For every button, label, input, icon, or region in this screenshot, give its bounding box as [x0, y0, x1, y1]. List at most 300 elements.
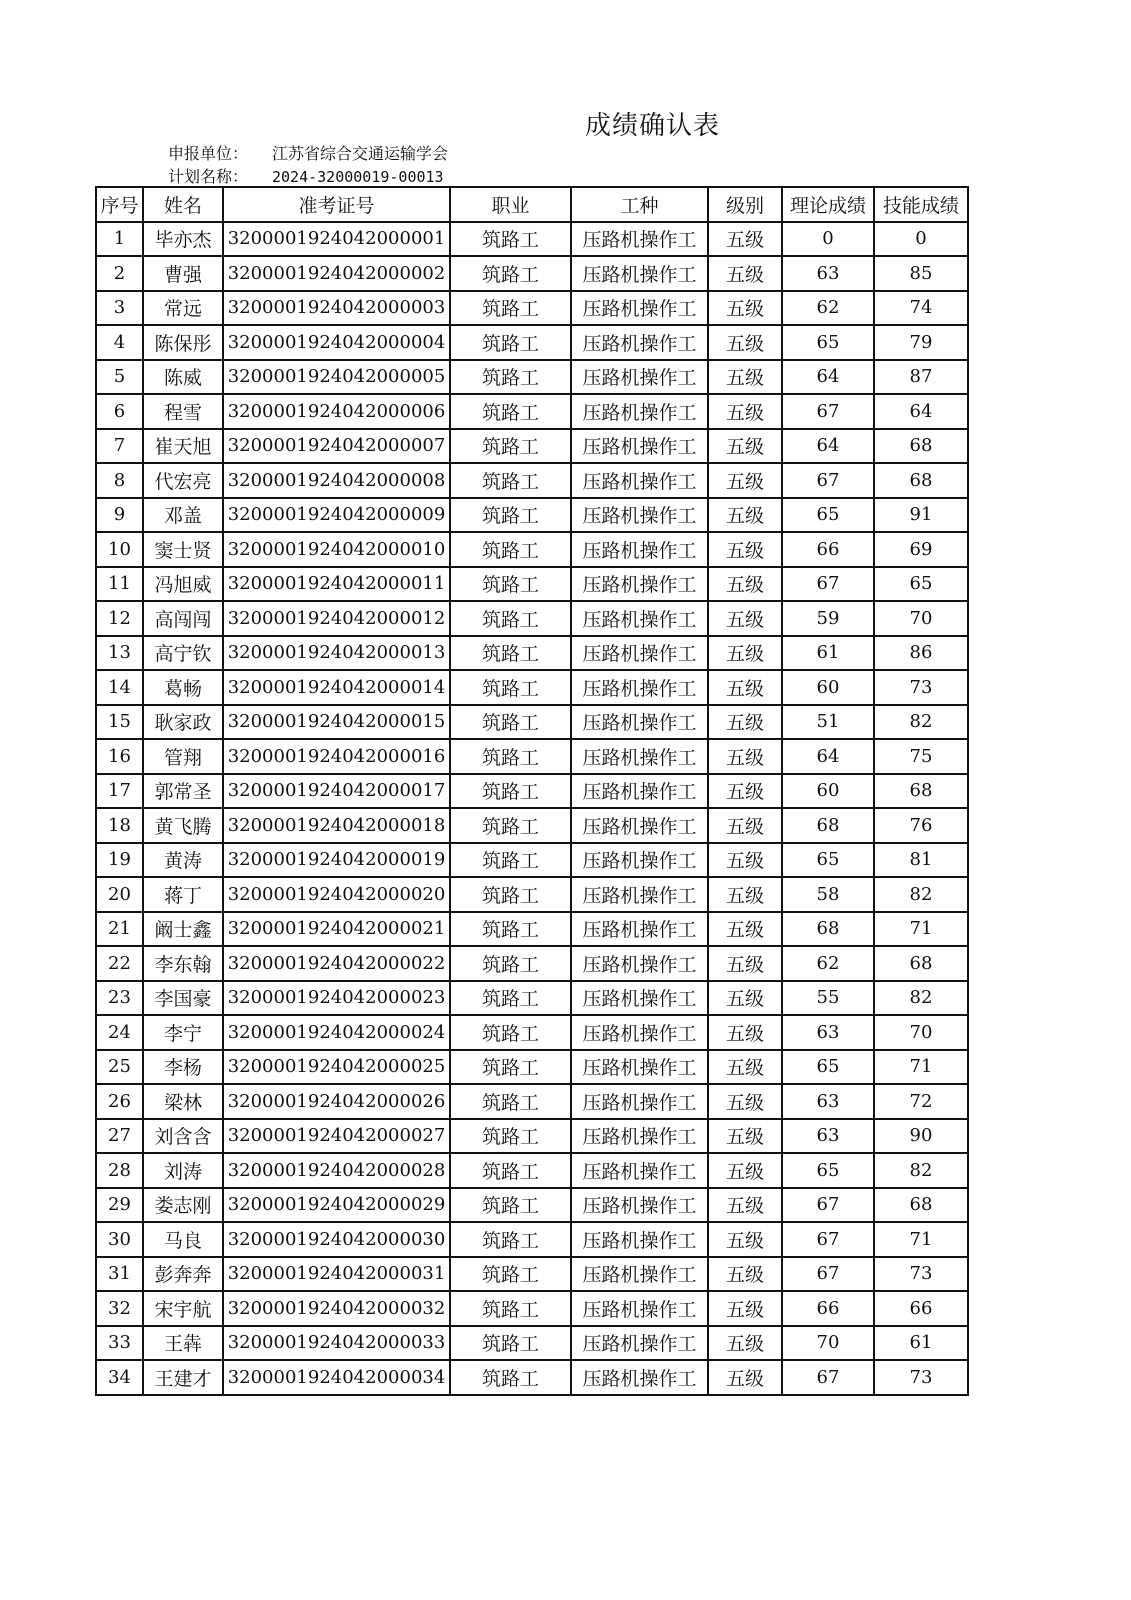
cell-index: 34 [96, 1360, 143, 1395]
cell-name: 彭奔奔 [143, 1257, 223, 1292]
cell-index: 9 [96, 498, 143, 533]
cell-occupation: 筑路工 [450, 705, 571, 740]
cell-index: 33 [96, 1326, 143, 1361]
cell-level: 五级 [708, 739, 782, 774]
cell-occupation: 筑路工 [450, 222, 571, 257]
cell-occupation: 筑路工 [450, 946, 571, 981]
table-row [96, 256, 968, 291]
cell-occupation: 筑路工 [450, 601, 571, 636]
cell-level: 五级 [708, 1153, 782, 1188]
cell-theory-score: 66 [782, 532, 874, 567]
cell-job-type: 压路机操作工 [571, 1084, 708, 1119]
table-row [96, 532, 968, 567]
cell-job-type: 压路机操作工 [571, 325, 708, 360]
cell-skill-score: 69 [874, 532, 968, 567]
cell-occupation: 筑路工 [450, 877, 571, 912]
cell-theory-score: 64 [782, 429, 874, 464]
cell-job-type: 压路机操作工 [571, 463, 708, 498]
cell-exam-id: 3200001924042000010 [223, 532, 450, 567]
cell-level: 五级 [708, 360, 782, 395]
cell-theory-score: 67 [782, 394, 874, 429]
cell-theory-score: 61 [782, 636, 874, 671]
cell-index: 5 [96, 360, 143, 395]
cell-theory-score: 65 [782, 843, 874, 878]
cell-level: 五级 [708, 601, 782, 636]
cell-job-type: 压路机操作工 [571, 1291, 708, 1326]
cell-level: 五级 [708, 498, 782, 533]
table-row [96, 567, 968, 602]
cell-name: 曹强 [143, 256, 223, 291]
table-row [96, 394, 968, 429]
cell-exam-id: 3200001924042000018 [223, 808, 450, 843]
cell-index: 16 [96, 739, 143, 774]
cell-occupation: 筑路工 [450, 1153, 571, 1188]
cell-theory-score: 51 [782, 705, 874, 740]
cell-index: 6 [96, 394, 143, 429]
cell-skill-score: 71 [874, 1222, 968, 1257]
table-row [96, 946, 968, 981]
cell-name: 梁林 [143, 1084, 223, 1119]
cell-occupation: 筑路工 [450, 843, 571, 878]
cell-skill-score: 61 [874, 1326, 968, 1361]
cell-name: 耿家政 [143, 705, 223, 740]
cell-level: 五级 [708, 1119, 782, 1154]
cell-index: 10 [96, 532, 143, 567]
cell-level: 五级 [708, 981, 782, 1016]
table-row [96, 360, 968, 395]
cell-level: 五级 [708, 670, 782, 705]
cell-level: 五级 [708, 256, 782, 291]
cell-occupation: 筑路工 [450, 498, 571, 533]
cell-index: 20 [96, 877, 143, 912]
cell-index: 29 [96, 1188, 143, 1223]
cell-exam-id: 3200001924042000001 [223, 222, 450, 257]
cell-job-type: 压路机操作工 [571, 1015, 708, 1050]
cell-skill-score: 82 [874, 877, 968, 912]
cell-level: 五级 [708, 1188, 782, 1223]
table-row [96, 739, 968, 774]
cell-skill-score: 82 [874, 981, 968, 1016]
cell-level: 五级 [708, 222, 782, 257]
cell-index: 4 [96, 325, 143, 360]
cell-skill-score: 65 [874, 567, 968, 602]
cell-name: 毕亦杰 [143, 222, 223, 257]
cell-skill-score: 70 [874, 601, 968, 636]
cell-level: 五级 [708, 463, 782, 498]
table-row [96, 291, 968, 326]
cell-level: 五级 [708, 705, 782, 740]
cell-name: 宋宇航 [143, 1291, 223, 1326]
cell-level: 五级 [708, 291, 782, 326]
cell-index: 28 [96, 1153, 143, 1188]
cell-job-type: 压路机操作工 [571, 222, 708, 257]
cell-exam-id: 3200001924042000034 [223, 1360, 450, 1395]
cell-skill-score: 72 [874, 1084, 968, 1119]
table-row [96, 1326, 968, 1361]
cell-index: 17 [96, 774, 143, 809]
cell-exam-id: 3200001924042000029 [223, 1188, 450, 1223]
cell-index: 1 [96, 222, 143, 257]
cell-skill-score: 68 [874, 774, 968, 809]
cell-level: 五级 [708, 912, 782, 947]
cell-exam-id: 3200001924042000012 [223, 601, 450, 636]
cell-index: 25 [96, 1050, 143, 1085]
table-row [96, 1291, 968, 1326]
cell-index: 7 [96, 429, 143, 464]
table-row [96, 877, 968, 912]
cell-occupation: 筑路工 [450, 739, 571, 774]
cell-occupation: 筑路工 [450, 1291, 571, 1326]
cell-occupation: 筑路工 [450, 912, 571, 947]
cell-index: 3 [96, 291, 143, 326]
cell-name: 马良 [143, 1222, 223, 1257]
score-table [95, 186, 969, 1396]
cell-job-type: 压路机操作工 [571, 912, 708, 947]
cell-name: 刘涛 [143, 1153, 223, 1188]
cell-skill-score: 82 [874, 1153, 968, 1188]
cell-exam-id: 3200001924042000002 [223, 256, 450, 291]
cell-name: 窦士贤 [143, 532, 223, 567]
cell-job-type: 压路机操作工 [571, 877, 708, 912]
col-header-job-type: 工种 [571, 187, 708, 222]
cell-exam-id: 3200001924042000014 [223, 670, 450, 705]
cell-job-type: 压路机操作工 [571, 1119, 708, 1154]
cell-skill-score: 91 [874, 498, 968, 533]
cell-skill-score: 68 [874, 463, 968, 498]
cell-occupation: 筑路工 [450, 360, 571, 395]
cell-theory-score: 66 [782, 1291, 874, 1326]
col-header-skill-score: 技能成绩 [874, 187, 968, 222]
cell-exam-id: 3200001924042000005 [223, 360, 450, 395]
cell-job-type: 压路机操作工 [571, 256, 708, 291]
cell-theory-score: 67 [782, 1360, 874, 1395]
cell-skill-score: 81 [874, 843, 968, 878]
cell-occupation: 筑路工 [450, 429, 571, 464]
cell-exam-id: 3200001924042000025 [223, 1050, 450, 1085]
cell-index: 12 [96, 601, 143, 636]
col-header-index: 序号 [96, 187, 143, 222]
cell-exam-id: 3200001924042000030 [223, 1222, 450, 1257]
table-row [96, 1153, 968, 1188]
cell-skill-score: 68 [874, 1188, 968, 1223]
cell-skill-score: 66 [874, 1291, 968, 1326]
cell-job-type: 压路机操作工 [571, 670, 708, 705]
cell-level: 五级 [708, 1222, 782, 1257]
cell-theory-score: 70 [782, 1326, 874, 1361]
cell-theory-score: 68 [782, 912, 874, 947]
cell-job-type: 压路机操作工 [571, 532, 708, 567]
cell-job-type: 压路机操作工 [571, 739, 708, 774]
col-header-name: 姓名 [143, 187, 223, 222]
cell-job-type: 压路机操作工 [571, 360, 708, 395]
cell-index: 27 [96, 1119, 143, 1154]
cell-exam-id: 3200001924042000032 [223, 1291, 450, 1326]
cell-skill-score: 73 [874, 1257, 968, 1292]
cell-name: 冯旭威 [143, 567, 223, 602]
cell-level: 五级 [708, 567, 782, 602]
cell-name: 娄志刚 [143, 1188, 223, 1223]
cell-skill-score: 85 [874, 256, 968, 291]
cell-name: 陈威 [143, 360, 223, 395]
cell-name: 管翔 [143, 739, 223, 774]
cell-skill-score: 68 [874, 946, 968, 981]
col-header-theory-score: 理论成绩 [782, 187, 874, 222]
cell-exam-id: 3200001924042000003 [223, 291, 450, 326]
table-row [96, 1257, 968, 1292]
table-row [96, 705, 968, 740]
cell-index: 14 [96, 670, 143, 705]
cell-level: 五级 [708, 808, 782, 843]
cell-job-type: 压路机操作工 [571, 946, 708, 981]
cell-name: 崔天旭 [143, 429, 223, 464]
table-row [96, 498, 968, 533]
cell-level: 五级 [708, 1084, 782, 1119]
cell-theory-score: 0 [782, 222, 874, 257]
cell-index: 2 [96, 256, 143, 291]
cell-job-type: 压路机操作工 [571, 498, 708, 533]
cell-level: 五级 [708, 1326, 782, 1361]
cell-job-type: 压路机操作工 [571, 808, 708, 843]
cell-job-type: 压路机操作工 [571, 1050, 708, 1085]
cell-exam-id: 3200001924042000019 [223, 843, 450, 878]
header-row [96, 187, 968, 222]
cell-theory-score: 63 [782, 1015, 874, 1050]
cell-job-type: 压路机操作工 [571, 429, 708, 464]
cell-job-type: 压路机操作工 [571, 1326, 708, 1361]
col-header-exam-id: 准考证号 [223, 187, 450, 222]
cell-exam-id: 3200001924042000021 [223, 912, 450, 947]
cell-occupation: 筑路工 [450, 1188, 571, 1223]
cell-occupation: 筑路工 [450, 567, 571, 602]
cell-skill-score: 71 [874, 1050, 968, 1085]
cell-skill-score: 70 [874, 1015, 968, 1050]
cell-skill-score: 82 [874, 705, 968, 740]
cell-occupation: 筑路工 [450, 532, 571, 567]
cell-theory-score: 68 [782, 808, 874, 843]
cell-name: 李宁 [143, 1015, 223, 1050]
cell-occupation: 筑路工 [450, 394, 571, 429]
cell-name: 王犇 [143, 1326, 223, 1361]
cell-index: 31 [96, 1257, 143, 1292]
cell-theory-score: 65 [782, 1050, 874, 1085]
cell-theory-score: 65 [782, 498, 874, 533]
table-row [96, 1119, 968, 1154]
cell-job-type: 压路机操作工 [571, 981, 708, 1016]
cell-exam-id: 3200001924042000023 [223, 981, 450, 1016]
cell-occupation: 筑路工 [450, 1257, 571, 1292]
cell-exam-id: 3200001924042000017 [223, 774, 450, 809]
table-row [96, 1360, 968, 1395]
cell-level: 五级 [708, 1291, 782, 1326]
cell-skill-score: 74 [874, 291, 968, 326]
table-row [96, 1050, 968, 1085]
cell-theory-score: 67 [782, 1188, 874, 1223]
cell-exam-id: 3200001924042000033 [223, 1326, 450, 1361]
table-row [96, 463, 968, 498]
cell-skill-score: 87 [874, 360, 968, 395]
cell-job-type: 压路机操作工 [571, 1257, 708, 1292]
cell-name: 高闯闯 [143, 601, 223, 636]
cell-level: 五级 [708, 1257, 782, 1292]
cell-theory-score: 55 [782, 981, 874, 1016]
cell-level: 五级 [708, 394, 782, 429]
cell-theory-score: 64 [782, 360, 874, 395]
cell-occupation: 筑路工 [450, 774, 571, 809]
cell-theory-score: 63 [782, 1084, 874, 1119]
cell-name: 李杨 [143, 1050, 223, 1085]
cell-level: 五级 [708, 325, 782, 360]
cell-index: 22 [96, 946, 143, 981]
cell-occupation: 筑路工 [450, 808, 571, 843]
cell-level: 五级 [708, 877, 782, 912]
cell-theory-score: 60 [782, 774, 874, 809]
cell-job-type: 压路机操作工 [571, 394, 708, 429]
cell-skill-score: 64 [874, 394, 968, 429]
cell-exam-id: 3200001924042000015 [223, 705, 450, 740]
table-row [96, 1015, 968, 1050]
cell-theory-score: 62 [782, 946, 874, 981]
table-row [96, 429, 968, 464]
cell-skill-score: 73 [874, 670, 968, 705]
cell-theory-score: 62 [782, 291, 874, 326]
table-row [96, 912, 968, 947]
plan-name-label: 计划名称： [168, 167, 249, 186]
cell-name: 黄飞腾 [143, 808, 223, 843]
cell-skill-score: 0 [874, 222, 968, 257]
cell-name: 黄涛 [143, 843, 223, 878]
table-row [96, 774, 968, 809]
cell-occupation: 筑路工 [450, 291, 571, 326]
cell-occupation: 筑路工 [450, 1119, 571, 1154]
cell-theory-score: 67 [782, 567, 874, 602]
col-header-occupation: 职业 [450, 187, 571, 222]
cell-name: 葛畅 [143, 670, 223, 705]
cell-skill-score: 68 [874, 429, 968, 464]
cell-exam-id: 3200001924042000004 [223, 325, 450, 360]
cell-index: 30 [96, 1222, 143, 1257]
cell-job-type: 压路机操作工 [571, 1360, 708, 1395]
cell-job-type: 压路机操作工 [571, 636, 708, 671]
cell-exam-id: 3200001924042000027 [223, 1119, 450, 1154]
cell-skill-score: 71 [874, 912, 968, 947]
table-row [96, 670, 968, 705]
cell-theory-score: 64 [782, 739, 874, 774]
cell-index: 11 [96, 567, 143, 602]
cell-exam-id: 3200001924042000007 [223, 429, 450, 464]
cell-occupation: 筑路工 [450, 325, 571, 360]
cell-name: 邓盖 [143, 498, 223, 533]
cell-exam-id: 3200001924042000026 [223, 1084, 450, 1119]
cell-level: 五级 [708, 429, 782, 464]
cell-theory-score: 63 [782, 256, 874, 291]
cell-occupation: 筑路工 [450, 463, 571, 498]
table-row [96, 1222, 968, 1257]
cell-job-type: 压路机操作工 [571, 601, 708, 636]
col-header-level: 级别 [708, 187, 782, 222]
cell-exam-id: 3200001924042000006 [223, 394, 450, 429]
cell-level: 五级 [708, 946, 782, 981]
cell-index: 32 [96, 1291, 143, 1326]
cell-exam-id: 3200001924042000008 [223, 463, 450, 498]
cell-exam-id: 3200001924042000022 [223, 946, 450, 981]
cell-name: 高宁钦 [143, 636, 223, 671]
cell-theory-score: 67 [782, 463, 874, 498]
cell-level: 五级 [708, 1015, 782, 1050]
table-row [96, 636, 968, 671]
table-row [96, 843, 968, 878]
cell-name: 刘含含 [143, 1119, 223, 1154]
cell-theory-score: 67 [782, 1257, 874, 1292]
table-row [96, 1084, 968, 1119]
cell-index: 8 [96, 463, 143, 498]
plan-name-value: 2024-32000019-00013 [272, 168, 444, 186]
cell-job-type: 压路机操作工 [571, 774, 708, 809]
cell-skill-score: 90 [874, 1119, 968, 1154]
cell-occupation: 筑路工 [450, 1084, 571, 1119]
cell-theory-score: 65 [782, 1153, 874, 1188]
cell-theory-score: 59 [782, 601, 874, 636]
cell-name: 郭常圣 [143, 774, 223, 809]
cell-index: 24 [96, 1015, 143, 1050]
cell-level: 五级 [708, 1360, 782, 1395]
cell-level: 五级 [708, 774, 782, 809]
cell-exam-id: 3200001924042000013 [223, 636, 450, 671]
cell-name: 代宏亮 [143, 463, 223, 498]
cell-skill-score: 79 [874, 325, 968, 360]
cell-index: 26 [96, 1084, 143, 1119]
cell-skill-score: 75 [874, 739, 968, 774]
cell-occupation: 筑路工 [450, 670, 571, 705]
cell-occupation: 筑路工 [450, 1360, 571, 1395]
table-row [96, 1188, 968, 1223]
cell-occupation: 筑路工 [450, 1050, 571, 1085]
cell-name: 程雪 [143, 394, 223, 429]
cell-occupation: 筑路工 [450, 1015, 571, 1050]
cell-index: 15 [96, 705, 143, 740]
cell-exam-id: 3200001924042000011 [223, 567, 450, 602]
cell-name: 王建才 [143, 1360, 223, 1395]
cell-skill-score: 76 [874, 808, 968, 843]
reporting-unit-value: 江苏省综合交通运输学会 [272, 144, 449, 163]
cell-exam-id: 3200001924042000028 [223, 1153, 450, 1188]
cell-exam-id: 3200001924042000016 [223, 739, 450, 774]
cell-name: 陈保彤 [143, 325, 223, 360]
reporting-unit-label: 申报单位： [168, 144, 249, 163]
cell-occupation: 筑路工 [450, 1222, 571, 1257]
cell-exam-id: 3200001924042000024 [223, 1015, 450, 1050]
page-title: 成绩确认表 [585, 111, 721, 141]
cell-index: 19 [96, 843, 143, 878]
cell-occupation: 筑路工 [450, 1326, 571, 1361]
cell-job-type: 压路机操作工 [571, 1188, 708, 1223]
cell-index: 13 [96, 636, 143, 671]
cell-theory-score: 67 [782, 1222, 874, 1257]
cell-name: 蒋丁 [143, 877, 223, 912]
cell-job-type: 压路机操作工 [571, 291, 708, 326]
cell-theory-score: 63 [782, 1119, 874, 1154]
cell-occupation: 筑路工 [450, 256, 571, 291]
cell-job-type: 压路机操作工 [571, 705, 708, 740]
cell-theory-score: 60 [782, 670, 874, 705]
cell-index: 21 [96, 912, 143, 947]
cell-exam-id: 3200001924042000009 [223, 498, 450, 533]
cell-skill-score: 86 [874, 636, 968, 671]
cell-level: 五级 [708, 843, 782, 878]
cell-level: 五级 [708, 636, 782, 671]
cell-name: 李东翰 [143, 946, 223, 981]
cell-theory-score: 58 [782, 877, 874, 912]
cell-job-type: 压路机操作工 [571, 1153, 708, 1188]
